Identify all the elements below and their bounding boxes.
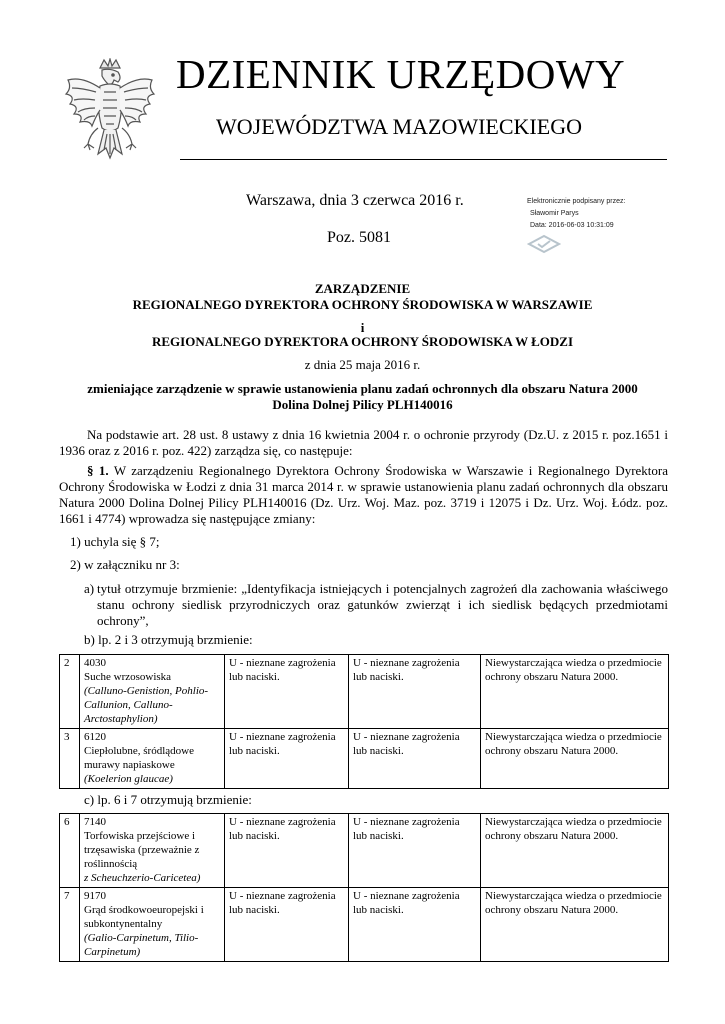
habitat-table-c (59, 813, 669, 962)
habitat-latin-name: (Galio-Carpinetum, Tilio-Carpinetum) (84, 932, 199, 958)
habitat-code: 4030 (84, 657, 106, 669)
paragraph-1 (59, 463, 668, 527)
cell-lp: 2 (60, 655, 80, 729)
issuer-lodz: REGIONALNEGO DYREKTORA OCHRONY ŚRODOWISKA W ŁODZI (151, 334, 573, 349)
cell-existing-threats: U - nieznane zagrożenia lub naciski. (225, 888, 349, 962)
cell-potential-threats: U - nieznane zagrożenia lub naciski. (349, 888, 481, 962)
header-divider (180, 159, 667, 160)
position-number: Poz. 5081 (327, 229, 391, 246)
list-item-b: b) lp. 2 i 3 otrzymują brzmienie: (84, 632, 253, 647)
cell-note: Niewystarczająca wiedza o przedmiocie ochrony obszaru Natura 2000. (481, 814, 669, 888)
habitat-code: 9170 (84, 890, 106, 902)
cell-existing-threats: U - nieznane zagrożenia lub naciski. (225, 729, 349, 789)
paragraph-1-label: § 1. (87, 463, 109, 478)
publication-date: Warszawa, dnia 3 czerwca 2016 r. (246, 192, 464, 209)
cell-note: Niewystarczająca wiedza o przedmiocie ochrony obszaru Natura 2000. (481, 729, 669, 789)
journal-title: DZIENNIK URZĘDOWY (176, 51, 626, 97)
list-item-a-label: a) (84, 581, 95, 596)
cell-potential-threats: U - nieznane zagrożenia lub naciski. (349, 655, 481, 729)
issuer-warszawa: REGIONALNEGO DYREKTORA OCHRONY ŚRODOWISKA W WARSZAWIE (132, 297, 593, 312)
document-type: ZARZĄDZENIE (314, 281, 411, 296)
habitat-name: Ciepłolubne, śródlądowe murawy napiaskowe (84, 745, 194, 771)
cell-potential-threats: U - nieznane zagrożenia lub naciski. (349, 814, 481, 888)
habitat-code: 7140 (84, 816, 106, 828)
cell-note: Niewystarczająca wiedza o przedmiocie ochrony obszaru Natura 2000. (481, 888, 669, 962)
habitat-code: 6120 (84, 731, 106, 743)
signature-date: Data: 2016-06-03 10:31:09 (530, 222, 614, 229)
signature-signer: Sławomir Parys (530, 210, 579, 217)
electronic-signature-block (527, 196, 677, 232)
habitat-latin-name: z Scheuchzerio-Caricetea) (84, 872, 201, 884)
habitat-table-b (59, 654, 669, 789)
cell-existing-threats: U - nieznane zagrożenia lub naciski. (225, 814, 349, 888)
list-item-1: 1) uchyla się § 7; (70, 534, 160, 549)
table-row (60, 814, 669, 888)
cell-habitat (80, 814, 225, 888)
cell-potential-threats: U - nieznane zagrożenia lub naciski. (349, 729, 481, 789)
cell-lp: 7 (60, 888, 80, 962)
cell-lp: 3 (60, 729, 80, 789)
habitat-name: Torfowiska przejściowe i trzęsawiska (przeważnie z roślinnością (84, 830, 200, 870)
habitat-name: Grąd środkowoeuropejski i subkontynentalny (84, 904, 204, 930)
legal-basis-paragraph: Na podstawie art. 28 ust. 8 ustawy z dnia 16 kwietnia 2004 r. o ochronie przyrody (Dz.U. z 2015 r. poz.1651 i 1936 oraz z 2016 r. poz. 422) zarządza się, co następuje: (59, 427, 668, 458)
habitat-name: Suche wrzosowiska (84, 671, 172, 683)
habitat-latin-name: (Calluno-Genistion, Pohlio-Callunion, Calluno-Arctostaphylion) (84, 685, 209, 725)
journal-subtitle: WOJEWÓDZTWA MAZOWIECKIEGO (216, 114, 582, 139)
order-subject-line2: Dolina Dolnej Pilicy PLH140016 (272, 397, 453, 412)
polish-eagle-emblem-icon (62, 58, 158, 170)
table-row (60, 655, 669, 729)
cell-note: Niewystarczająca wiedza o przedmiocie ochrony obszaru Natura 2000. (481, 655, 669, 729)
cell-existing-threats: U - nieznane zagrożenia lub naciski. (225, 655, 349, 729)
table-row (60, 729, 669, 789)
list-item-c: c) lp. 6 i 7 otrzymują brzmienie: (84, 792, 252, 807)
cell-habitat (80, 888, 225, 962)
cell-habitat (80, 655, 225, 729)
paragraph-1-text: W zarządzeniu Regionalnego Dyrektora Ochrony Środowiska w Warszawie i Regionalnego Dyrektora Ochrony Środowiska w Łodzi z dnia 31 marca 2014 r. w sprawie ustanowienia planu zadań ochronnych dla obszaru Natura 2000 Dolina Dolnej Pilicy PLH140016 (Dz. Urz. Woj. Maz. poz. 3719 i 12075 i Dz. Urz. Woj. Łódz. poz. 1661 i 4774) wprowadza się następujące zmiany: (59, 463, 669, 526)
issuer-conjunction: i (360, 320, 365, 335)
list-item-2: 2) w załączniku nr 3: (70, 557, 180, 572)
cell-lp: 6 (60, 814, 80, 888)
habitat-latin-name: (Koelerion glaucae) (84, 773, 173, 785)
cell-habitat (80, 729, 225, 789)
order-date: z dnia 25 maja 2016 r. (304, 357, 421, 372)
order-subject-line1: zmieniające zarządzenie w sprawie ustanowienia planu zadań ochronnych dla obszaru Natura 2000 (87, 381, 638, 396)
signature-label: Elektronicznie podpisany przez: (527, 198, 626, 205)
table-row (60, 888, 669, 962)
list-item-a-text: tytuł otrzymuje brzmienie: „Identyfikacja istniejących i potencjalnych zagrożeń dla zachowania właściwego stanu ochrony siedlisk przyrodniczych oraz gatunków zwierząt i ich siedlisk będących przedmiotami ochrony”, (97, 581, 668, 628)
signature-check-icon (527, 234, 561, 254)
